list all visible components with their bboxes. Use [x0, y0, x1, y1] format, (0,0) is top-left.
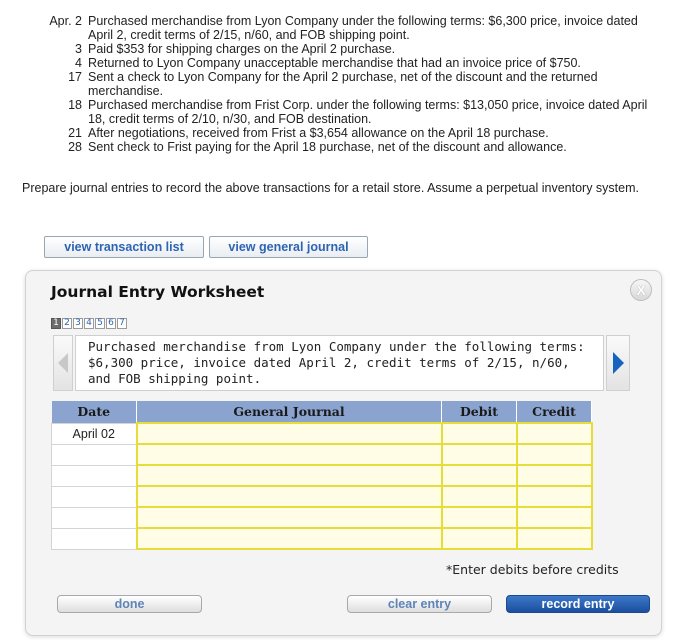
debit-input[interactable] — [442, 465, 517, 486]
transaction-item — [22, 70, 662, 98]
transaction-text: Sent a check to Lyon Company for the April 2 purchase, net of the discount and the returned merchandise. — [88, 70, 598, 98]
table-row — [52, 423, 592, 444]
transaction-item — [22, 56, 662, 70]
step-1[interactable]: 1 — [51, 318, 61, 329]
instructions: Prepare journal entries to record the above transactions for a retail store. Assume a perpetual inventory system. — [22, 181, 639, 195]
transaction-item — [22, 140, 662, 154]
debits-before-credits-note: *Enter debits before credits — [446, 562, 619, 577]
date-cell — [52, 444, 137, 465]
worksheet-title: Journal Entry Worksheet — [51, 283, 265, 301]
transaction-date: 4 — [75, 56, 82, 70]
transaction-date: 21 — [68, 126, 82, 140]
column-header-general-journal: General Journal — [137, 401, 442, 423]
date-cell — [52, 486, 137, 507]
debit-input[interactable] — [442, 507, 517, 528]
previous-button[interactable] — [53, 335, 73, 391]
credit-input[interactable] — [517, 507, 592, 528]
credit-input[interactable] — [517, 423, 592, 444]
transaction-text: Sent check to Frist paying for the April 18 purchase, net of the discount and allowance. — [88, 140, 567, 154]
journal-table — [51, 401, 593, 550]
transaction-text: Purchased merchandise from Lyon Company under the following terms: $6,300 price, invoice dated April 2, credit terms of 2/15, n/60, and FOB shipping point. — [88, 14, 638, 42]
date-cell — [52, 507, 137, 528]
transaction-date: 18 — [68, 98, 82, 112]
account-input[interactable] — [137, 507, 442, 528]
done-button[interactable]: done — [57, 595, 202, 613]
table-row — [52, 486, 592, 507]
record-entry-button[interactable]: record entry — [506, 595, 650, 613]
transaction-text: Paid $353 for shipping charges on the April 2 purchase. — [88, 42, 396, 56]
date-cell — [52, 528, 137, 549]
entry-description: Purchased merchandise from Lyon Company under the following terms: $6,300 price, invoice dated April 2, credit terms of 2/15, n/60, and FOB shipping point. — [75, 335, 604, 391]
account-input[interactable] — [137, 423, 442, 444]
step-4[interactable]: 4 — [84, 318, 94, 329]
transaction-item — [22, 126, 662, 140]
debit-input[interactable] — [442, 528, 517, 549]
transaction-text: Purchased merchandise from Frist Corp. under the following terms: $13,050 price, invoice dated April 18, credit terms of 2/10, n/30, and FOB destination. — [88, 98, 648, 126]
transaction-list — [22, 14, 662, 154]
account-input[interactable] — [137, 486, 442, 507]
transaction-text: After negotiations, received from Frist a $3,654 allowance on the April 18 purchase. — [88, 126, 549, 140]
view-transaction-list-button[interactable]: view transaction list — [44, 236, 204, 258]
transaction-item — [22, 98, 662, 126]
debit-input[interactable] — [442, 444, 517, 465]
step-7[interactable]: 7 — [117, 318, 127, 329]
credit-input[interactable] — [517, 465, 592, 486]
debit-input[interactable] — [442, 486, 517, 507]
clear-entry-button[interactable]: clear entry — [347, 595, 492, 613]
table-row — [52, 528, 592, 549]
credit-input[interactable] — [517, 528, 592, 549]
step-3[interactable]: 3 — [73, 318, 83, 329]
credit-input[interactable] — [517, 444, 592, 465]
column-header-date: Date — [52, 401, 137, 423]
transaction-item — [22, 14, 662, 42]
step-5[interactable]: 5 — [95, 318, 105, 329]
column-header-debit: Debit — [442, 401, 517, 423]
transaction-date: Apr. 2 — [49, 14, 82, 28]
transaction-text: Returned to Lyon Company unacceptable merchandise that had an invoice price of $750. — [88, 56, 581, 70]
account-input[interactable] — [137, 528, 442, 549]
debit-input[interactable] — [442, 423, 517, 444]
transaction-date: 17 — [68, 70, 82, 84]
transaction-item — [22, 42, 662, 56]
arrow-left-icon — [58, 353, 68, 373]
view-general-journal-button[interactable]: view general journal — [209, 236, 368, 258]
step-2[interactable]: 2 — [62, 318, 72, 329]
column-header-credit: Credit — [517, 401, 592, 423]
transaction-date: 3 — [75, 42, 82, 56]
step-indicator — [51, 318, 128, 329]
step-6[interactable]: 6 — [106, 318, 116, 329]
table-row — [52, 444, 592, 465]
table-header — [52, 401, 592, 423]
close-icon[interactable]: X — [630, 279, 652, 301]
table-row — [52, 507, 592, 528]
date-cell: April 02 — [52, 423, 137, 444]
account-input[interactable] — [137, 465, 442, 486]
next-button[interactable] — [606, 335, 630, 391]
date-cell — [52, 465, 137, 486]
account-input[interactable] — [137, 444, 442, 465]
table-row — [52, 465, 592, 486]
arrow-right-icon — [613, 352, 624, 374]
journal-entry-worksheet — [25, 270, 662, 636]
credit-input[interactable] — [517, 486, 592, 507]
transaction-date: 28 — [68, 140, 82, 154]
